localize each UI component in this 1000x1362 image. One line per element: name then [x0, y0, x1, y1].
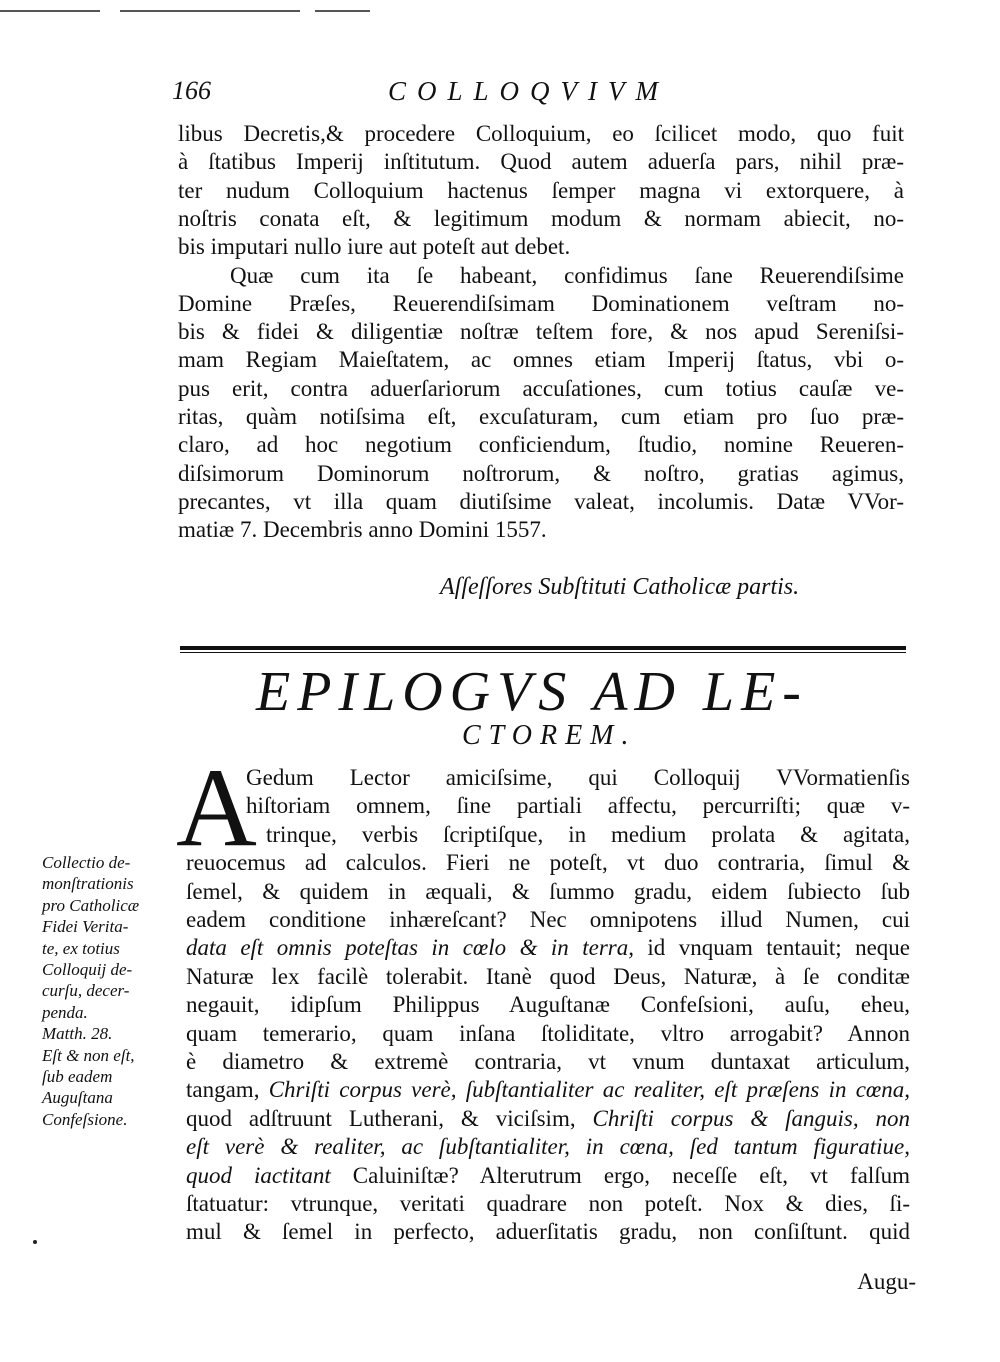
letter-line: claro, ad hoc negotium conficiendum, ſtudio, nomine Reueren-	[178, 432, 904, 458]
epilogue-text-run: Caluiniſtæ? Alterutrum ergo, neceſſe eſt, vt falſum	[330, 1162, 910, 1188]
top-edge-rule	[315, 10, 370, 12]
signature: Aſſeſſores Subſtituti Catholicæ partis.	[440, 574, 800, 600]
letter-line: bis & fidei & diligentiæ noſtræ teſtem fore, & nos apud Sereniſsi-	[178, 319, 904, 345]
epilogue-line	[186, 1218, 910, 1245]
margin-note-line: te, ex totius	[42, 938, 120, 958]
epilogue-line	[186, 1048, 910, 1075]
epilogue-line	[266, 821, 910, 848]
epilogue-line	[246, 764, 910, 791]
margin-note-line: Eſt & non eſt,	[42, 1045, 135, 1065]
letter-line: Quæ cum ita ſe habeant, confidimus ſane Reuerendiſsime	[230, 262, 904, 288]
epilogue-line	[186, 906, 910, 933]
epilogue-text-run: quod adſtruunt Lutherani, & viciſsim,	[186, 1105, 593, 1131]
margin-dot	[33, 1240, 37, 1244]
epilogue-text-run: tangam,	[186, 1077, 269, 1103]
epilogue-title: EPILOGVS AD LE-	[256, 661, 808, 723]
epilogue-italic-text: eſt verè & realiter, ac ſubſtantialiter, in cœna, ſed tantum figuratiue,	[186, 1134, 910, 1160]
epilogue-line	[186, 1105, 910, 1132]
epilogue-line	[186, 878, 910, 905]
letter-line: mam Regiam Maieſtatem, ac omnes etiam Imperij ſtatus, vbi o-	[178, 347, 904, 373]
letter-line: à ſtatibus Imperij inſtitutum. Quod autem aduerſa pars, nihil præ-	[178, 149, 904, 175]
epilogue-text-run: Naturæ lex facilè tolerabit. Itanè quod Deus, Naturæ, à ſe conditæ	[186, 963, 910, 989]
epilogue-line	[186, 934, 910, 961]
top-edge-rule	[0, 10, 100, 12]
letter-line: ter nudum Colloquium hactenus ſemper magna vi extorquere, à	[178, 177, 904, 203]
epilogue-text-run: Gedum Lector amiciſsime, qui Colloquij VVormatienſis	[246, 765, 910, 790]
epilogue-text-run: id vnquam tentauit; neque	[633, 935, 910, 961]
running-title: COLLOQVIVM	[388, 76, 670, 106]
epilogue-text-run: è diametro & extremè contraria, vt vnum duntaxat articulum,	[186, 1049, 910, 1074]
letter-line: precantes, vt illa quam diutiſsime valeat, incolumis. Datæ VVor-	[178, 488, 904, 514]
margin-note-line: pro Catholicæ	[42, 895, 140, 915]
epilogue-line	[186, 963, 910, 990]
epilogue-text-run: ſemel, & quidem in æquali, & ſummo gradu, eidem ſubiecto ſub	[186, 878, 910, 904]
epilogue-title-continued: CTOREM.	[462, 720, 637, 751]
epilogue-text-run: eadem conditione inhæreſcant? Nec omnipotens illud Numen, cui	[186, 907, 910, 932]
letter-line: Domine Præſes, Reuerendiſsimam Dominationem veſtram no-	[178, 290, 904, 316]
margin-note-line: penda.	[42, 1002, 88, 1022]
epilogue-text-run: reuocemus ad calculos. Fieri ne poteſt, vt duo contraria, ſimul &	[186, 850, 910, 876]
epilogue-text-run: quam temerario, quam inſana ſtoliditate, vltro arrogabit? Annon	[186, 1020, 910, 1046]
epilogue-line	[186, 1162, 910, 1189]
letter-line: ritas, quàm notiſsima eſt, excuſaturam, cum etiam pro ſuo præ-	[178, 404, 904, 429]
epilogue-text-run: negauit, idipſum Philippus Auguſtanæ Confeſsioni, auſu, eheu,	[186, 992, 910, 1018]
epilogue-line	[186, 991, 910, 1018]
section-rule-thin	[180, 652, 906, 653]
margin-note-line: ſub eadem	[42, 1066, 113, 1086]
epilogue-italic-text: Chriſti corpus verè, ſubſtantialiter ac realiter, eſt præſens in cœna,	[268, 1077, 911, 1103]
margin-note-line: Confeſsione.	[42, 1109, 128, 1129]
letter-line: libus Decretis,& procedere Colloquium, eo ſcilicet modo, quo fuit	[178, 121, 904, 146]
epilogue-text-run: ſtatuatur: vtrunque, veritati quadrare non poteſt. Nox & dies, ſi-	[186, 1191, 910, 1216]
letter-line: noſtris conata eſt, & legitimum modum & normam abiecit, no-	[178, 205, 904, 231]
letter-line: pus erit, contra aduerſariorum accuſationes, cum totius cauſæ ve-	[178, 375, 904, 401]
margin-note-line: Colloquij de-	[42, 959, 133, 979]
epilogue-line	[186, 849, 910, 876]
epilogue-text-run: hiſtoriam omnem, ſine partiali affectu, percurriſti; quæ v-	[246, 793, 910, 819]
letter-line: matiæ 7. Decembris anno Domini 1557.	[178, 517, 547, 543]
catchword: Augu-	[857, 1269, 916, 1294]
running-head	[172, 76, 912, 108]
margin-note-line: Auguſtana	[42, 1088, 113, 1108]
margin-note-line: Fidei Verita-	[42, 917, 129, 937]
epilogue-line	[186, 1076, 910, 1103]
epilogue-line	[246, 792, 910, 819]
epilogue-italic-text: data eſt omnis poteſtas in cœlo & in terra,	[186, 935, 634, 961]
letter-line: bis imputari nullo iure aut poteſt aut debet.	[178, 234, 571, 260]
page-number: 166	[172, 76, 211, 105]
epilogue-line	[186, 1190, 910, 1217]
margin-note	[42, 852, 174, 1130]
epilogue-line	[186, 1133, 910, 1160]
margin-note-line: curſu, decer-	[42, 981, 130, 1001]
margin-note-line: Matth. 28.	[42, 1024, 113, 1044]
letter-line: diſsimorum Dominorum noſtrorum, & noſtro, gratias agimus,	[178, 460, 904, 486]
drop-cap: A	[176, 746, 257, 870]
epilogue-text-run: mul & ſemel in perfecto, aduerſitatis gradu, non conſiſtunt. quid	[186, 1219, 910, 1245]
margin-note-line: monſtrationis	[42, 874, 134, 894]
epilogue-text-run: trinque, verbis ſcriptiſque, in medium prolata & agitata,	[266, 821, 910, 847]
section-rule	[180, 646, 906, 650]
epilogue-italic-text: Chriſti corpus & ſanguis, non	[592, 1105, 910, 1131]
epilogue-italic-text: quod iactitant	[186, 1162, 331, 1188]
epilogue-line	[186, 1020, 910, 1047]
top-edge-rule	[120, 10, 300, 12]
margin-note-line: Collectio de-	[42, 853, 131, 872]
